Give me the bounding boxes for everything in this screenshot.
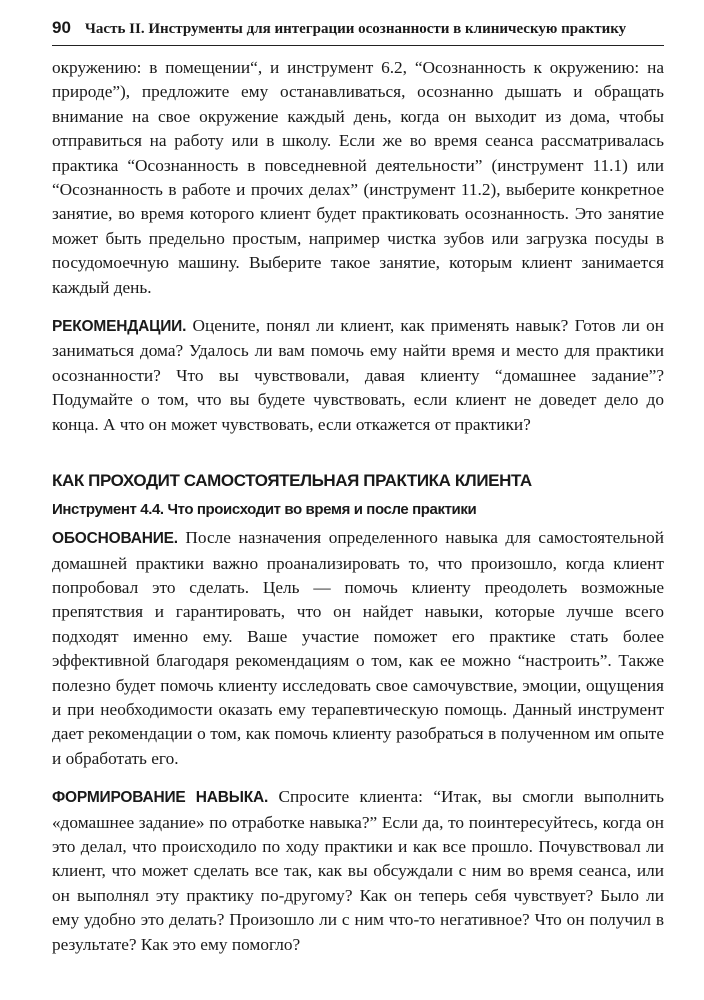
paragraph-skill-building bbox=[52, 785, 664, 957]
paragraph-recommendations bbox=[52, 314, 664, 437]
paragraph-rationale bbox=[52, 526, 664, 771]
running-header bbox=[52, 18, 664, 46]
page-number: 90 bbox=[52, 18, 71, 37]
text-recommendations: Оцените, понял ли клиент, как применять навык? Готов ли он заниматься дома? Удалось ли вам помочь ему найти время и место для практики осознанности? Что вы чувствовали, давая клиенту “домашнее задание”? Подумайте о том, что вы будете чувствовать, если клиент не доведет дело до конца. А что он может чувствовать, если откажется от практики? bbox=[52, 316, 664, 434]
lead-rationale: ОБОСНОВАНИЕ. bbox=[52, 530, 178, 548]
text-skill-building: Спросите клиента: “Итак, вы смогли выполнить «домашнее задание» по отработке навыка?” Если да, то поинтересуйтесь, когда он это делал, что происходило по ходу практики и как все прошло. Почувствовал ли клиент, что может сделать все так, как вы обсуждали с ним во время сеанса, или он выполнял эту практику по-другому? Как он теперь себя чувствует? Было ли ему удобно это делать? Произошло ли с ним что-то негативное? Что он получил в результате? Как это ему помогло? bbox=[52, 787, 664, 954]
book-page bbox=[52, 18, 664, 957]
text-rationale: После назначения определенного навыка для самостоятельной домашней практики важно проанализировать то, что произошло, когда клиент попробовал это сделать. Цель — помочь клиенту преодолеть возможные препятствия и гарантировать, что он найдет навыки, которые лучше всего подходят именно ему. Ваше участие поможет его практике стать более эффективной благодаря рекомендациям о том, как ее можно “настроить”. Также полезно будет помочь клиенту исследовать свое самочувствие, эмоции, ощущения и при необходимости оказать ему терапевтическую помощь. Данный инструмент дает рекомендации о том, как помочь клиенту разобраться в полученном им опыте и обработать его. bbox=[52, 528, 664, 768]
tool-heading: Инструмент 4.4. Что происходит во время и после практики bbox=[52, 501, 477, 519]
running-title: Часть II. Инструменты для интеграции осознанности в клиническую практику bbox=[84, 21, 627, 37]
paragraph-1: окружению: в помещении“, и инструмент 6.2, “Осознанность к окружению: на природе”), предложите ему останавливаться, осознанно дышать и обращать внимание на свое окружение каждый день, когда он выходит из дома, чтобы отправиться на работу или в школу. Если же во время сеанса рассматривалась практика “Осознанность в повседневной деятельности” (инструмент 11.1) или “Осознанность в работе и прочих делах” (инструмент 11.2), выберите конкретное занятие, во время которого клиент будет практиковать осознанность. Это занятие может быть предельно простым, например чистка зубов или загрузка посуды в посудомоечную машину. Выберите такое занятие, которым клиент занимается каждый день. bbox=[52, 58, 664, 297]
lead-skill-building: ФОРМИРОВАНИЕ НАВЫКА. bbox=[52, 789, 269, 807]
lead-recommendations: РЕКОМЕНДАЦИИ. bbox=[52, 318, 187, 336]
section-heading: КАК ПРОХОДИТ САМОСТОЯТЕЛЬНАЯ ПРАКТИКА КЛИЕНТА bbox=[52, 471, 532, 491]
